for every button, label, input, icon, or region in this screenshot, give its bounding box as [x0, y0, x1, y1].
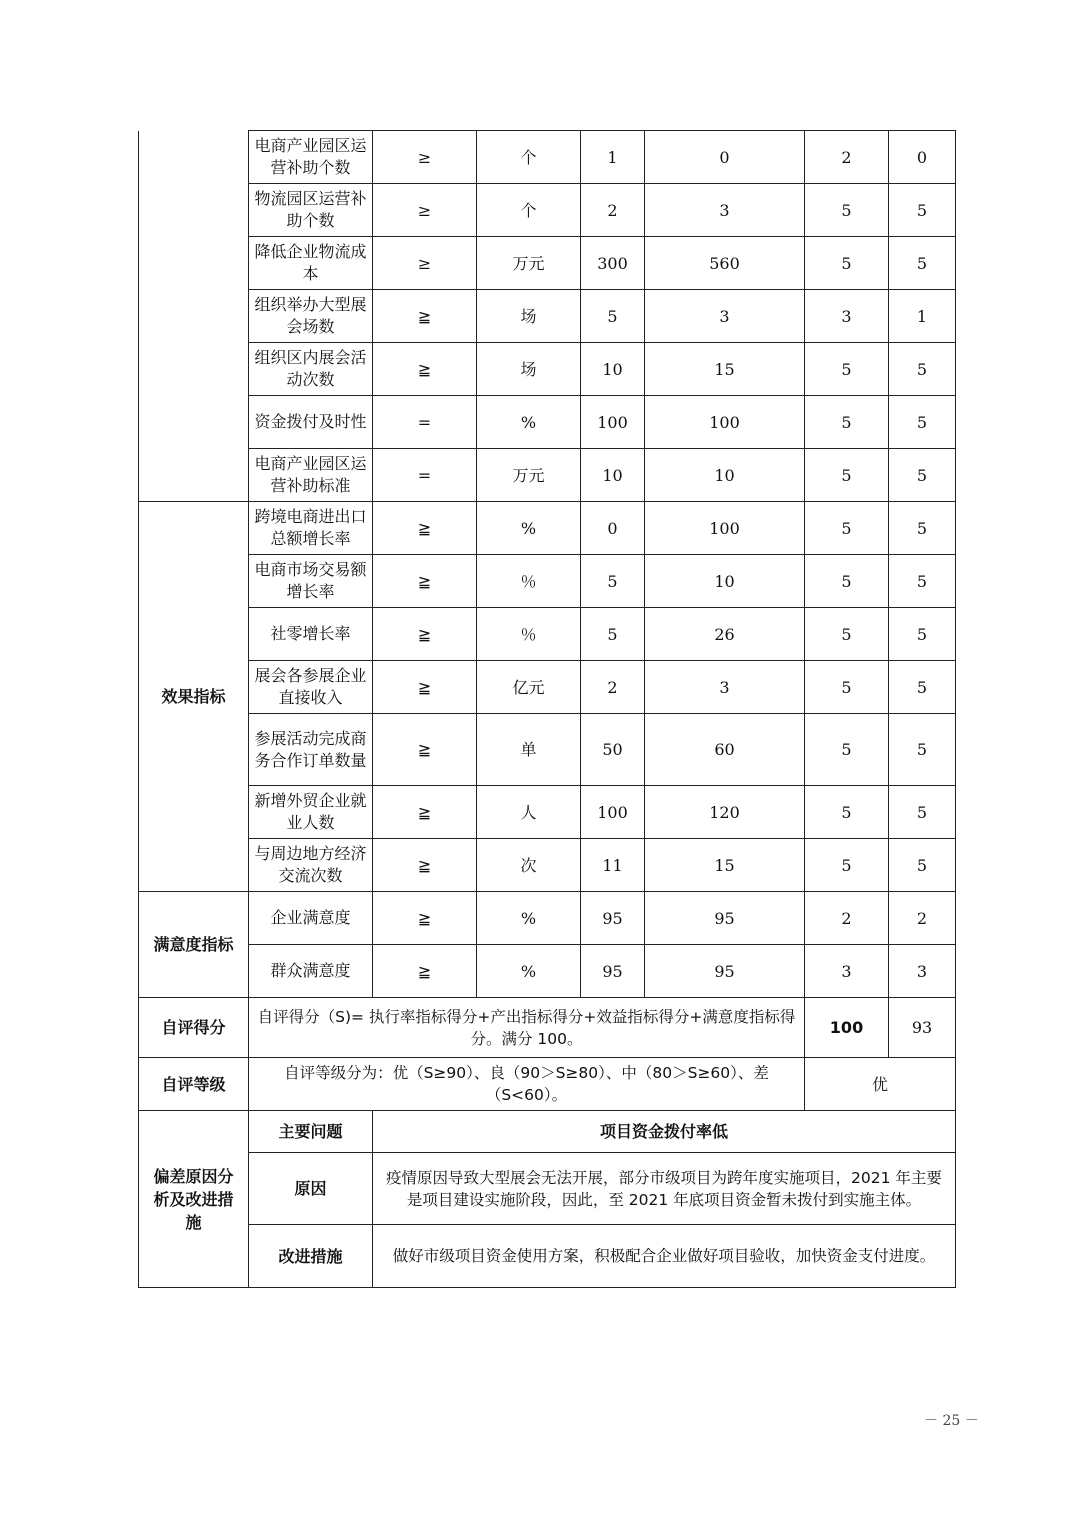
actual-cell: 100 [645, 396, 805, 449]
unit-cell: 个 [477, 131, 581, 184]
table-row [139, 945, 956, 998]
indicator-name: 电商产业园区运营补助标准 [249, 449, 373, 502]
table-row [139, 892, 956, 945]
measure-label: 改进措施 [249, 1225, 373, 1288]
target-cell: 11 [581, 839, 645, 892]
score-cell: 5 [889, 608, 956, 661]
indicator-name: 展会各参展企业直接收入 [249, 661, 373, 714]
weight-cell: 5 [805, 555, 889, 608]
page-number: － 25 － [924, 1413, 979, 1429]
operator-cell: = [373, 396, 477, 449]
deviation-problem-row [139, 1111, 956, 1153]
operator-cell: ≧ [373, 502, 477, 555]
operator-cell: = [373, 449, 477, 502]
target-cell: 0 [581, 502, 645, 555]
deviation-label: 偏差原因分析及改进措施 [139, 1111, 249, 1288]
target-cell: 95 [581, 892, 645, 945]
weight-cell: 5 [805, 661, 889, 714]
unit-cell: 次 [477, 839, 581, 892]
target-cell: 300 [581, 237, 645, 290]
weight-cell: 5 [805, 786, 889, 839]
table-row [139, 237, 956, 290]
operator-cell: ≧ [373, 555, 477, 608]
deviation-reason-row [139, 1153, 956, 1225]
target-cell: 100 [581, 786, 645, 839]
operator-cell: ≧ [373, 290, 477, 343]
self-grade-row [139, 1058, 956, 1111]
score-cell: 5 [889, 661, 956, 714]
weight-cell: 3 [805, 290, 889, 343]
indicator-name: 电商产业园区运营补助个数 [249, 131, 373, 184]
self-score-value: 93 [889, 998, 956, 1058]
deviation-measure-row [139, 1225, 956, 1288]
unit-cell: 场 [477, 343, 581, 396]
indicator-name: 新增外贸企业就业人数 [249, 786, 373, 839]
score-cell: 5 [889, 237, 956, 290]
problem-label: 主要问题 [249, 1111, 373, 1153]
actual-cell: 120 [645, 786, 805, 839]
unit-cell: % [477, 892, 581, 945]
unit-cell: ％ [477, 555, 581, 608]
target-cell: 5 [581, 608, 645, 661]
unit-cell: 万元 [477, 449, 581, 502]
table-row [139, 608, 956, 661]
score-cell: 5 [889, 839, 956, 892]
unit-cell: 场 [477, 290, 581, 343]
weight-cell: 5 [805, 502, 889, 555]
weight-cell: 2 [805, 131, 889, 184]
indicator-name: 资金拨付及时性 [249, 396, 373, 449]
score-cell: 5 [889, 502, 956, 555]
score-cell: 3 [889, 945, 956, 998]
operator-cell: ≧ [373, 945, 477, 998]
operator-cell: ≧ [373, 608, 477, 661]
self-score-full: 100 [805, 998, 889, 1058]
unit-cell: 万元 [477, 237, 581, 290]
weight-cell: 5 [805, 343, 889, 396]
performance-table [138, 130, 956, 1288]
weight-cell: 5 [805, 608, 889, 661]
weight-cell: 5 [805, 184, 889, 237]
indicator-name: 企业满意度 [249, 892, 373, 945]
indicator-name: 群众满意度 [249, 945, 373, 998]
unit-cell: % [477, 945, 581, 998]
table-row [139, 661, 956, 714]
unit-cell: % [477, 396, 581, 449]
table-row [139, 449, 956, 502]
self-grade-rule: 自评等级分为：优（S≥90）、良（90＞S≥80）、中（80＞S≥60）、差（S<60）。 [249, 1058, 805, 1111]
unit-cell: 亿元 [477, 661, 581, 714]
reason-label: 原因 [249, 1153, 373, 1225]
table-row [139, 555, 956, 608]
self-score-row [139, 998, 956, 1058]
unit-cell: 人 [477, 786, 581, 839]
operator-cell: ≥ [373, 184, 477, 237]
table-row [139, 290, 956, 343]
weight-cell: 5 [805, 839, 889, 892]
table-row [139, 786, 956, 839]
self-grade-label: 自评等级 [139, 1058, 249, 1111]
weight-cell: 2 [805, 892, 889, 945]
table-row [139, 714, 956, 786]
target-cell: 10 [581, 343, 645, 396]
actual-cell: 26 [645, 608, 805, 661]
score-cell: 5 [889, 555, 956, 608]
indicator-name: 物流园区运营补助个数 [249, 184, 373, 237]
target-cell: 1 [581, 131, 645, 184]
indicator-name: 参展活动完成商务合作订单数量 [249, 714, 373, 786]
unit-cell: 个 [477, 184, 581, 237]
table-row [139, 839, 956, 892]
unit-cell: % [477, 502, 581, 555]
weight-cell: 5 [805, 396, 889, 449]
table-row [139, 343, 956, 396]
target-cell: 2 [581, 661, 645, 714]
target-cell: 50 [581, 714, 645, 786]
operator-cell: ≧ [373, 839, 477, 892]
indicator-name: 组织举办大型展会场数 [249, 290, 373, 343]
score-cell: 5 [889, 786, 956, 839]
score-cell: 5 [889, 396, 956, 449]
score-cell: 5 [889, 343, 956, 396]
score-cell: 5 [889, 184, 956, 237]
actual-cell: 95 [645, 945, 805, 998]
table-row [139, 131, 956, 184]
target-cell: 95 [581, 945, 645, 998]
reason-text: 疫情原因导致大型展会无法开展，部分市级项目为跨年度实施项目，2021 年主要是项目建设实施阶段，因此，至 2021 年底项目资金暂未拨付到实施主体。 [373, 1153, 956, 1225]
score-cell: 0 [889, 131, 956, 184]
weight-cell: 5 [805, 237, 889, 290]
actual-cell: 10 [645, 449, 805, 502]
target-cell: 5 [581, 555, 645, 608]
table-row [139, 502, 956, 555]
indicator-name: 降低企业物流成本 [249, 237, 373, 290]
category-cell-continued [139, 131, 249, 502]
target-cell: 2 [581, 184, 645, 237]
actual-cell: 95 [645, 892, 805, 945]
actual-cell: 3 [645, 290, 805, 343]
measure-text: 做好市级项目资金使用方案，积极配合企业做好项目验收，加快资金支付进度。 [373, 1225, 956, 1288]
score-cell: 1 [889, 290, 956, 343]
weight-cell: 5 [805, 714, 889, 786]
operator-cell: ≧ [373, 786, 477, 839]
operator-cell: ≧ [373, 714, 477, 786]
operator-cell: ≧ [373, 343, 477, 396]
problem-text: 项目资金拨付率低 [373, 1111, 956, 1153]
weight-cell: 3 [805, 945, 889, 998]
actual-cell: 3 [645, 661, 805, 714]
operator-cell: ≧ [373, 892, 477, 945]
indicator-name: 跨境电商进出口总额增长率 [249, 502, 373, 555]
self-score-label: 自评得分 [139, 998, 249, 1058]
actual-cell: 15 [645, 839, 805, 892]
operator-cell: ≥ [373, 237, 477, 290]
unit-cell: 单 [477, 714, 581, 786]
category-effect: 效果指标 [139, 502, 249, 892]
unit-cell: ％ [477, 608, 581, 661]
target-cell: 100 [581, 396, 645, 449]
category-satisfaction: 满意度指标 [139, 892, 249, 998]
table-row [139, 396, 956, 449]
actual-cell: 60 [645, 714, 805, 786]
self-score-formula: 自评得分（S)= 执行率指标得分+产出指标得分+效益指标得分+满意度指标得分。满分 100。 [249, 998, 805, 1058]
actual-cell: 3 [645, 184, 805, 237]
table-row [139, 184, 956, 237]
indicator-name: 社零增长率 [249, 608, 373, 661]
actual-cell: 15 [645, 343, 805, 396]
actual-cell: 10 [645, 555, 805, 608]
score-cell: 5 [889, 449, 956, 502]
target-cell: 10 [581, 449, 645, 502]
score-cell: 5 [889, 714, 956, 786]
self-grade-value: 优 [805, 1058, 956, 1111]
actual-cell: 0 [645, 131, 805, 184]
operator-cell: ≥ [373, 131, 477, 184]
target-cell: 5 [581, 290, 645, 343]
score-cell: 2 [889, 892, 956, 945]
actual-cell: 560 [645, 237, 805, 290]
weight-cell: 5 [805, 449, 889, 502]
indicator-name: 与周边地方经济交流次数 [249, 839, 373, 892]
actual-cell: 100 [645, 502, 805, 555]
operator-cell: ≧ [373, 661, 477, 714]
indicator-name: 电商市场交易额增长率 [249, 555, 373, 608]
indicator-name: 组织区内展会活动次数 [249, 343, 373, 396]
